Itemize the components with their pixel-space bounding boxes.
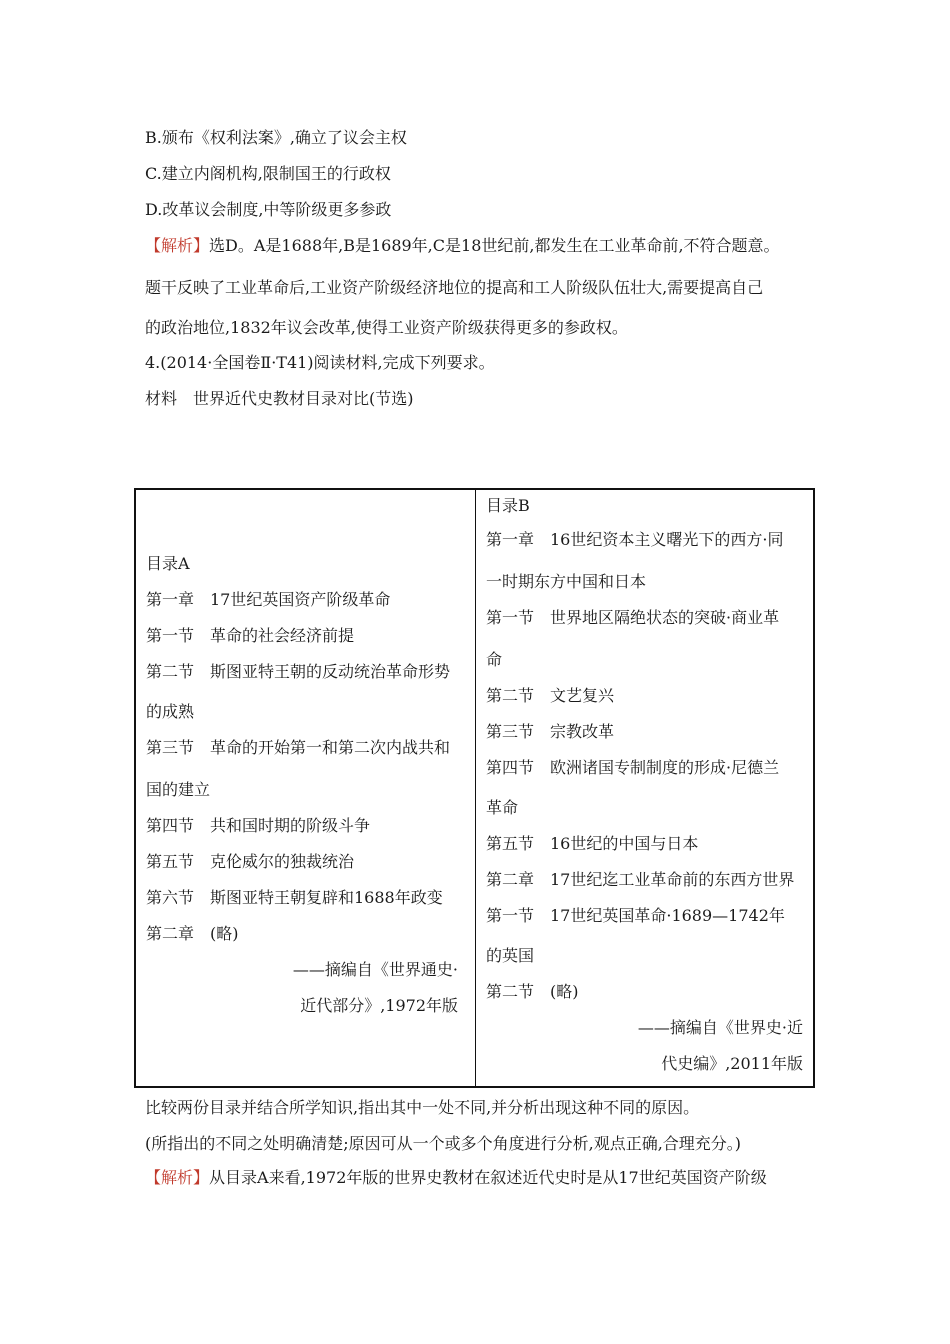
catalog-a-line: 国的建立 [146, 780, 211, 799]
analysis-line-3: 的政治地位,1832年议会改革,使得工业资产阶级获得更多的参政权。 [145, 318, 628, 337]
catalog-a-line: 的成熟 [146, 702, 195, 721]
catalog-a-line: 第六节 斯图亚特王朝复辟和1688年政变 [146, 888, 443, 907]
catalog-b-line: 的英国 [486, 946, 535, 965]
catalog-b-line: 第五节 16世纪的中国与日本 [486, 834, 699, 853]
catalog-a-line: 第二节 斯图亚特王朝的反动统治革命形势 [146, 662, 451, 681]
catalog-a-line: 第五节 克伦威尔的独裁统治 [146, 852, 355, 871]
catalog-b-line: 第四节 欧洲诸国专制制度的形成·尼德兰 [486, 758, 780, 777]
catalog-b-line: 第一节 17世纪英国革命·1689—1742年 [486, 906, 785, 925]
question-prompt: 比较两份目录并结合所学知识,指出其中一处不同,并分析出现这种不同的原因。 [145, 1098, 700, 1117]
catalog-b-head: 目录B [486, 496, 530, 515]
catalog-a-source: 近代部分》,1972年版 [300, 996, 458, 1015]
catalog-b-line: 第一节 世界地区隔绝状态的突破·商业革 [486, 608, 780, 627]
question-4-title: 4.(2014·全国卷Ⅱ·T41)阅读材料,完成下列要求。 [145, 353, 495, 372]
catalog-b-line: 革命 [486, 798, 519, 817]
analysis-tag: 【解析】 [145, 236, 210, 255]
question-note: (所指出的不同之处明确清楚;原因可从一个或多个角度进行分析,观点正确,合理充分。) [145, 1134, 742, 1153]
catalog-b-line: 第三节 宗教改革 [486, 722, 615, 741]
catalog-a-line: 第一节 革命的社会经济前提 [146, 626, 355, 645]
table-divider [475, 490, 476, 1086]
catalog-a-line: 第四节 共和国时期的阶级斗争 [146, 816, 371, 835]
catalog-b-cell [486, 490, 811, 1086]
catalog-b-line: 第二章 17世纪迄工业革命前的东西方世界 [486, 870, 795, 889]
option-c: C.建立内阁机构,限制国王的行政权 [145, 164, 391, 183]
catalog-a-line: 第一章 17世纪英国资产阶级革命 [146, 590, 391, 609]
material-title: 材料 世界近代史教材目录对比(节选) [145, 389, 414, 408]
option-b: B.颁布《权利法案》,确立了议会主权 [145, 128, 407, 147]
answer-line: 【解析】从目录A来看,1972年版的世界史教材在叙述近代史时是从17世纪英国资产阶级 [145, 1168, 767, 1187]
catalog-a-head: 目录A [146, 554, 190, 573]
catalog-a-line: 第三节 革命的开始第一和第二次内战共和 [146, 738, 451, 757]
catalog-b-line: 一时期东方中国和日本 [486, 572, 647, 591]
catalog-comparison-table [134, 488, 815, 1088]
analysis-line-1: 【解析】选D。A是1688年,B是1689年,C是18世纪前,都发生在工业革命前,不符合题意。 [145, 236, 780, 255]
catalog-a-line: 第二章 (略) [146, 924, 239, 943]
analysis-line-2: 题干反映了工业革命后,工业资产阶级经济地位的提高和工人阶级队伍壮大,需要提高自己 [145, 278, 764, 297]
catalog-b-source: ——摘编自《世界史·近 [637, 1018, 803, 1037]
catalog-b-source: 代史编》,2011年版 [661, 1054, 803, 1073]
catalog-b-line: 第一章 16世纪资本主义曙光下的西方·同 [486, 530, 784, 549]
catalog-b-line: 命 [486, 650, 503, 669]
catalog-a-cell [146, 490, 466, 1086]
option-d: D.改革议会制度,中等阶级更多参政 [145, 200, 392, 219]
catalog-a-source: ——摘编自《世界通史· [292, 960, 458, 979]
analysis-tag: 【解析】 [145, 1168, 210, 1187]
catalog-b-line: 第二节 文艺复兴 [486, 686, 615, 705]
catalog-b-line: 第二节 (略) [486, 982, 579, 1001]
